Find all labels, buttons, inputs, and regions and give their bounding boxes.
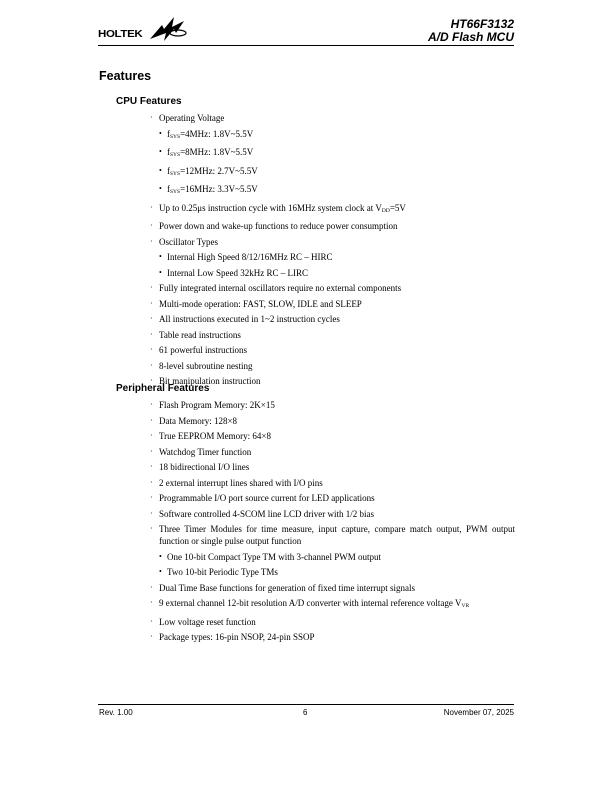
item-text: Up to 0.25μs instruction cycle with 16MHz system clock at V bbox=[159, 202, 382, 213]
item-text: =8MHz: 1.8V~5.5V bbox=[180, 147, 254, 157]
bullet-icon: · bbox=[150, 508, 153, 518]
bullet-icon: · bbox=[150, 345, 153, 354]
item-text: Operating Voltage bbox=[159, 113, 225, 123]
subscript-text: SYS bbox=[170, 170, 181, 177]
list-item bbox=[150, 415, 515, 427]
list-item bbox=[150, 430, 515, 442]
part-number: HT66F3132 bbox=[450, 17, 514, 31]
item-text: f bbox=[167, 147, 170, 157]
logo-text: HOLTEK bbox=[98, 29, 143, 40]
page-title: Features bbox=[99, 69, 152, 83]
section-heading-peripheral: Peripheral Features bbox=[116, 383, 210, 394]
sub-list-item bbox=[150, 128, 515, 143]
bullet-icon: · bbox=[150, 360, 153, 370]
list-item bbox=[150, 631, 515, 643]
sub-list-item bbox=[150, 165, 515, 180]
bullet-icon: • bbox=[159, 267, 162, 277]
item-text: =12MHz: 2.7V~5.5V bbox=[180, 165, 258, 176]
section-heading-cpu: CPU Features bbox=[116, 96, 182, 107]
item-text: Programmable I/O port source current for LED applications bbox=[159, 493, 375, 503]
bullet-icon: · bbox=[150, 400, 153, 409]
bullet-icon: · bbox=[150, 236, 153, 246]
subscript-text: SYS bbox=[170, 189, 181, 195]
item-text: Low voltage reset function bbox=[159, 616, 256, 627]
list-item bbox=[150, 597, 515, 612]
bullet-icon: • bbox=[159, 147, 162, 156]
item-text: Table read instructions bbox=[159, 329, 241, 340]
list-item bbox=[150, 329, 515, 341]
item-text: Multi-mode operation: FAST, SLOW, IDLE and SLEEP bbox=[159, 298, 362, 309]
item-text: Power down and wake-up functions to reduce power consumption bbox=[159, 221, 398, 231]
bullet-icon: · bbox=[150, 329, 153, 339]
bullet-icon: · bbox=[150, 202, 153, 212]
subscript-text: SYS bbox=[170, 133, 181, 140]
bullet-icon: · bbox=[150, 598, 153, 607]
sub-list-item bbox=[150, 566, 515, 578]
item-text: Dual Time Base functions for generation of fixed time interrupt signals bbox=[159, 582, 415, 593]
list-item bbox=[150, 202, 515, 217]
item-text: 18 bidirectional I/O lines bbox=[159, 462, 250, 472]
bullet-icon: · bbox=[150, 477, 153, 487]
list-item bbox=[150, 313, 515, 325]
item-text: f bbox=[167, 165, 170, 176]
document-subtitle: A/D Flash MCU bbox=[427, 30, 514, 44]
item-text: One 10-bit Compact Type TM with 3-channel PWM output bbox=[167, 551, 382, 562]
bullet-icon: · bbox=[150, 113, 153, 122]
sub-list-item bbox=[150, 267, 515, 279]
list-item bbox=[150, 508, 515, 520]
subscript-text: DD bbox=[381, 207, 390, 214]
item-text: Bit manipulation instruction bbox=[159, 376, 261, 386]
footer-page-number: 6 bbox=[303, 708, 308, 717]
item-text: 8-level subroutine nesting bbox=[159, 360, 253, 371]
item-text: Software controlled 4-SCOM line LCD driver with 1/2 bias bbox=[159, 508, 374, 519]
item-text: 2 external interrupt lines shared with I/O pins bbox=[159, 477, 323, 488]
peripheral-features-list bbox=[150, 399, 515, 647]
bullet-icon: · bbox=[150, 431, 153, 440]
footer-revision: Rev. 1.00 bbox=[99, 708, 133, 717]
item-text: Flash Program Memory: 2K×15 bbox=[159, 400, 275, 410]
list-item bbox=[150, 523, 515, 547]
bullet-icon: • bbox=[159, 567, 162, 576]
bullet-icon: • bbox=[159, 128, 162, 138]
bullet-icon: · bbox=[150, 314, 153, 323]
list-item bbox=[150, 492, 515, 504]
list-item bbox=[150, 282, 515, 294]
bullet-icon: · bbox=[150, 446, 153, 456]
subscript-text: VR bbox=[461, 603, 470, 609]
item-text: =5V bbox=[389, 202, 406, 213]
list-item bbox=[150, 616, 515, 628]
item-text: Internal High Speed 8/12/16MHz RC – HIRC bbox=[167, 252, 333, 262]
list-item bbox=[150, 360, 515, 372]
item-text: Oscillator Types bbox=[159, 236, 218, 247]
holtek-logo bbox=[98, 15, 188, 41]
bullet-icon: · bbox=[150, 221, 153, 230]
list-item bbox=[150, 112, 515, 124]
list-item bbox=[150, 344, 515, 356]
bullet-icon: · bbox=[150, 283, 153, 292]
footer-divider bbox=[98, 704, 514, 705]
sub-list-item bbox=[150, 551, 515, 563]
cpu-features-list bbox=[150, 112, 515, 391]
bullet-icon: · bbox=[150, 462, 153, 471]
list-item bbox=[150, 298, 515, 310]
bullet-icon: · bbox=[150, 582, 153, 592]
bullet-icon: • bbox=[159, 184, 162, 193]
item-text: f bbox=[167, 184, 170, 194]
item-text: Package types: 16-pin NSOP, 24-pin SSOP bbox=[159, 632, 315, 642]
item-text: 9 external channel 12-bit resolution A/D converter with internal reference voltage V bbox=[159, 598, 462, 608]
item-text: f bbox=[167, 128, 170, 139]
item-text: Three Timer Modules for time measure, input capture, compare match output, PWM output function or single pulse output function bbox=[159, 524, 515, 546]
item-text: Fully integrated internal oscillators require no external components bbox=[159, 283, 402, 293]
item-text: =16MHz: 3.3V~5.5V bbox=[180, 184, 258, 194]
bullet-icon: · bbox=[150, 493, 153, 502]
item-text: 61 powerful instructions bbox=[159, 345, 247, 355]
item-text: Data Memory: 128×8 bbox=[159, 415, 238, 426]
header-title bbox=[428, 18, 514, 44]
list-item bbox=[150, 446, 515, 458]
bullet-icon: · bbox=[150, 415, 153, 425]
list-item bbox=[150, 477, 515, 489]
sub-list-item bbox=[150, 183, 515, 198]
bullet-icon: · bbox=[150, 632, 153, 641]
bullet-icon: • bbox=[159, 252, 162, 261]
item-text: =4MHz: 1.8V~5.5V bbox=[180, 128, 254, 139]
list-item bbox=[150, 461, 515, 473]
item-text: Two 10-bit Periodic Type TMs bbox=[167, 567, 278, 577]
item-text: Internal Low Speed 32kHz RC – LIRC bbox=[167, 267, 308, 278]
sub-list-item bbox=[150, 146, 515, 161]
list-item bbox=[150, 582, 515, 594]
item-text: True EEPROM Memory: 64×8 bbox=[159, 431, 271, 441]
bullet-icon: • bbox=[159, 551, 162, 561]
header-divider bbox=[98, 45, 514, 46]
list-item bbox=[150, 399, 515, 411]
bullet-icon: · bbox=[150, 524, 153, 533]
logo-mark-icon bbox=[148, 15, 188, 43]
footer-date: November 07, 2025 bbox=[443, 708, 514, 717]
list-item bbox=[150, 236, 515, 248]
bullet-icon: • bbox=[159, 165, 162, 175]
sub-list-item bbox=[150, 251, 515, 263]
bullet-icon: · bbox=[150, 298, 153, 308]
item-text: Watchdog Timer function bbox=[159, 446, 252, 457]
bullet-icon: · bbox=[150, 376, 153, 385]
subscript-text: SYS bbox=[170, 152, 181, 158]
list-item bbox=[150, 220, 515, 232]
item-text: All instructions executed in 1~2 instruction cycles bbox=[159, 314, 340, 324]
bullet-icon: · bbox=[150, 616, 153, 626]
